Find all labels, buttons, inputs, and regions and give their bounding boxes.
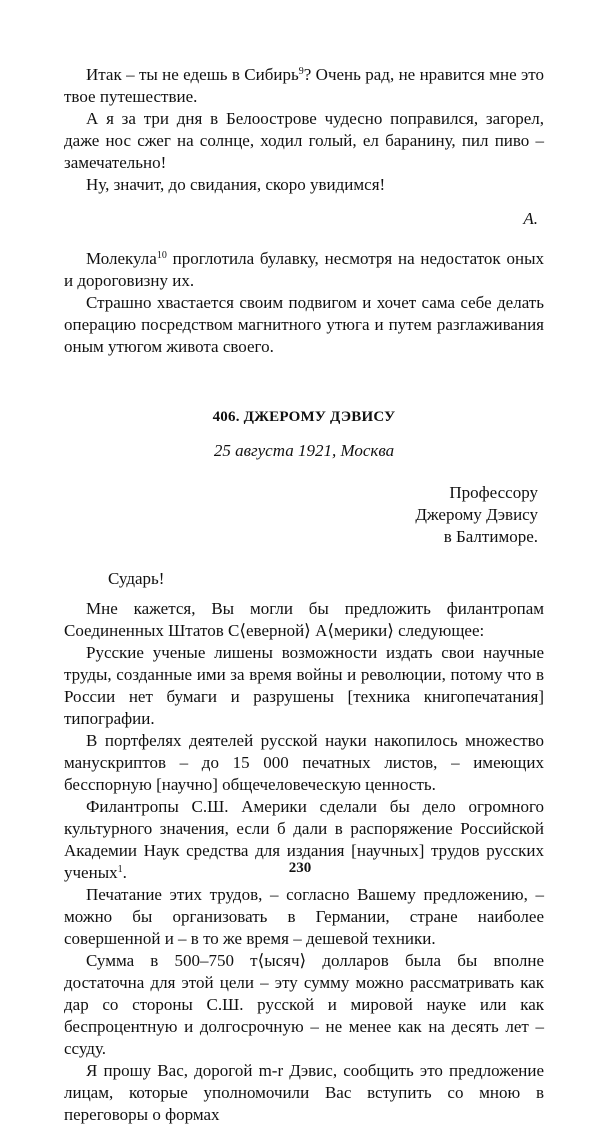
letter-heading: 406. ДЖЕРОМУ ДЭВИСУ (212, 409, 396, 425)
text: Филантропы С.Ш. Америки сделали бы дело огромного культурного значения, если б дали в распоряжение Российской Академии Наук средства для издания [научных] трудов русских ученых (64, 797, 544, 882)
text: Итак – ты не едешь в Сибирь (86, 65, 299, 84)
paragraph (64, 642, 544, 730)
address-line: в Балтиморе. (443, 527, 538, 546)
salutation: Сударь! (108, 569, 165, 588)
footnote-ref: 9 (298, 66, 304, 77)
previous-letter-ending (64, 64, 544, 358)
text: В портфелях деятелей русской науки накопилось множество манускриптов – до 15 000 печатных листов, – имеющих бесспорную [научно] общечеловеческую ценность. (64, 731, 544, 794)
letter-address (64, 482, 544, 548)
paragraph (64, 1060, 544, 1126)
text: Печатание этих трудов, – согласно Вашему предложению, – можно бы организовать в Германии, стране наиболее совершенной и – в то же время – дешевой техники. (64, 885, 544, 948)
postscript-paragraph (64, 248, 544, 292)
footnote-ref: 1 (117, 864, 123, 875)
page-number: 230 (288, 860, 312, 876)
signature: А. (523, 209, 538, 228)
letter-406 (64, 406, 544, 1126)
text: Молекула (86, 249, 157, 268)
paragraph (64, 108, 544, 174)
letter-date-place: 25 августа 1921, Москва (213, 441, 395, 460)
text: Я прошу Вас, дорогой m-r Дэвис, сообщить это предложение лицам, которые уполномочили Вас вступить со мною в переговоры о формах (64, 1061, 544, 1124)
paragraph (64, 950, 544, 1060)
postscript-paragraph (64, 292, 544, 358)
paragraph (64, 884, 544, 950)
paragraph (64, 64, 544, 108)
document-page (64, 64, 544, 1126)
text: проглотила булавку, несмотря на недостаток оных и дороговизну их. (64, 249, 544, 290)
paragraph (64, 730, 544, 796)
address-line: Джерому Дэвису (415, 505, 538, 524)
text: А я за три дня в Белоострове чудесно поправился, загорел, даже нос сжег на солнце, ходил голый, ел баранину, пил пиво – замечательно! (64, 109, 544, 172)
address-line: Профессору (449, 483, 538, 502)
text: Сумма в 500–750 т⟨ысяч⟩ долларов была бы вполне достаточна для этой цели – эту сумму можно рассматривать как дар со стороны С.Ш. русской и мировой науке или как беспроцентную и долгосрочную – не менее как на десять лет – ссуду. (64, 951, 544, 1058)
text: Страшно хвастается своим подвигом и хочет сама себе делать операцию посредством магнитного утюга и путем разглаживания оным утюгом живота своего. (64, 293, 544, 356)
text: . (122, 863, 127, 882)
text: Мне кажется, Вы могли бы предложить филантропам Соединенных Штатов С⟨еверной⟩ А⟨мерики⟩ следующее: (64, 599, 544, 640)
text: Русские ученые лишены возможности издать свои научные труды, созданные ими за время войны и революции, потому что в России нет бумаги и разрушены [техника книгопечатания] типографии. (64, 643, 544, 728)
text: Ну, значит, до свидания, скоро увидимся! (86, 175, 386, 194)
paragraph (64, 598, 544, 642)
footnote-ref: 10 (156, 250, 167, 261)
paragraph (64, 174, 544, 196)
text: ? Очень рад, не нравится мне это твое путешествие. (64, 65, 544, 106)
